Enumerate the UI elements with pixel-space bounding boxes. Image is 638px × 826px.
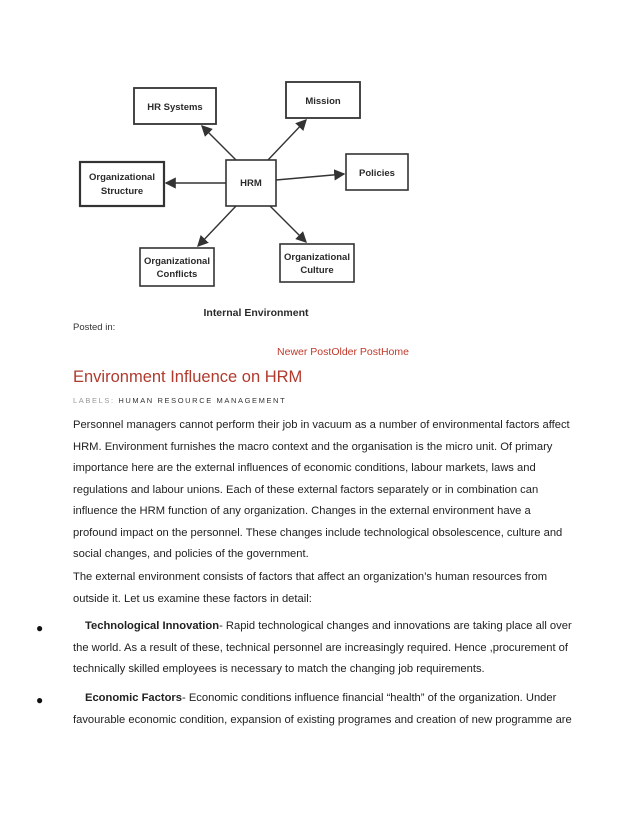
list-item-heading: Economic Factors [85, 692, 182, 704]
label-hr-systems: HR Systems [147, 102, 203, 113]
label-link[interactable]: HUMAN RESOURCE MANAGEMENT [118, 396, 287, 405]
post-title[interactable]: Environment Influence on HRM [73, 368, 303, 386]
list-item [73, 616, 573, 681]
home-link[interactable]: Home [380, 346, 409, 358]
older-post-link[interactable]: Older Post [331, 346, 381, 358]
label-org-conflicts-2: Conflicts [156, 269, 198, 280]
post-labels [73, 396, 286, 405]
label-org-culture-2: Culture [300, 265, 334, 276]
list-item-text: - Rapid technological changes and innovations are taking place all over the world. As a result of these, technical personnel are increasingly required. Hence ,procurement of technically skilled employees is necessary to match the changing job requirements. [73, 620, 572, 675]
list-item [73, 688, 573, 731]
paragraph-2: The external environment consists of factors that affect an organization’s human resources from outside it. Let us examine these factors in detail: [73, 571, 548, 605]
box-org-structure [80, 162, 164, 206]
labels-key: LABELS: [73, 396, 119, 405]
label-policies: Policies [359, 168, 395, 179]
arrow-to-mission [268, 120, 306, 160]
list-item-text: - Economic conditions influence financial “health” of the organization. Under favourable economic condition, expansion of existing programes and creation of new programme are [73, 692, 572, 726]
post-navigation [0, 346, 638, 358]
arrow-to-hr-systems [202, 126, 236, 160]
label-org-culture-1: Organizational [284, 252, 350, 263]
arrow-to-org-culture [270, 206, 306, 242]
posted-in: Posted in: [73, 322, 116, 333]
label-org-structure-2: Structure [100, 186, 144, 197]
bullet-dot-icon: ● [36, 621, 44, 635]
diagram-svg [70, 76, 410, 322]
label-hrm: HRM [240, 178, 262, 189]
label-mission: Mission [305, 96, 341, 107]
internal-environment-diagram [70, 76, 410, 322]
bullet-dot-icon: ● [36, 693, 44, 707]
newer-post-link[interactable]: Newer Post [277, 346, 332, 358]
arrow-to-org-conflicts [198, 206, 236, 246]
box-org-conflicts [140, 248, 214, 286]
paragraph-1: Personnel managers cannot perform their job in vacuum as a number of environmental factors affect HRM. Environment furnishes the macro context and the organisation is the micro unit. Of primary importance here are the external influences of economic conditions, labour markets, laws and regulations and labour unions. Each of these external factors separately or in combination can influence the HRM function of any organization. Changes in the external environment have a profound impact on the personnel. These changes include technological obsolescence, culture and social changes, and policies of the government. [73, 419, 570, 560]
label-org-conflicts-1: Organizational [144, 256, 210, 267]
list-item-heading: Technological Innovation [85, 620, 220, 632]
post-nav-links [277, 346, 409, 358]
arrow-to-policies [276, 174, 344, 180]
box-org-culture [280, 244, 354, 282]
diagram-caption: Internal Environment [203, 307, 309, 319]
label-org-structure-1: Organizational [89, 172, 155, 183]
